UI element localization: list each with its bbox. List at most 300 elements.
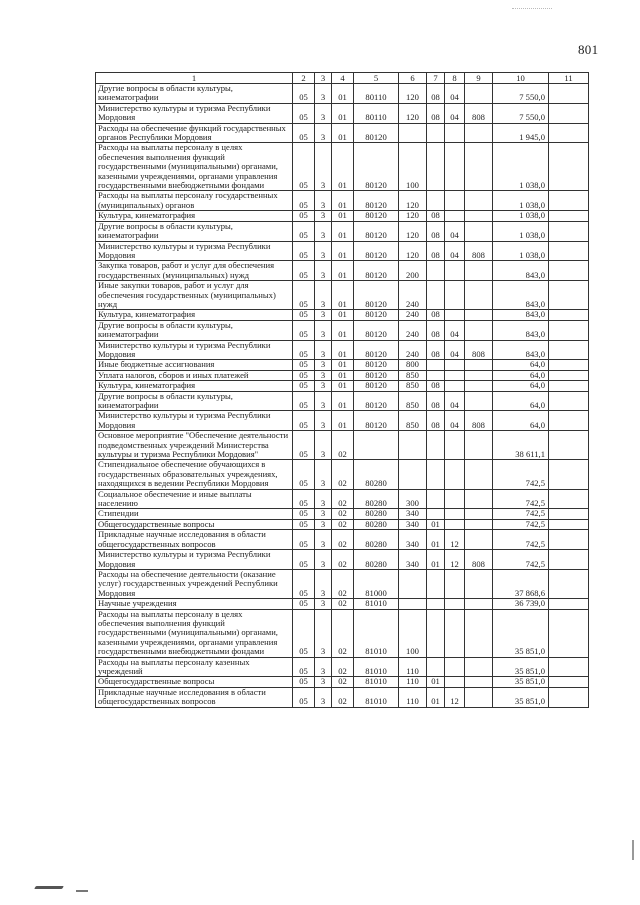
cell-code-3: 3 [315, 310, 332, 320]
cell-code-4: 02 [332, 530, 354, 550]
cell-code-3: 3 [315, 609, 332, 657]
table-row [96, 657, 589, 677]
cell-amount: 742,5 [493, 550, 549, 570]
cell-code-4: 01 [332, 411, 354, 431]
cell-column-11 [549, 550, 589, 570]
cell-code-7: 08 [427, 320, 445, 340]
scan-artifact-right [632, 840, 634, 860]
cell-code-4: 01 [332, 381, 354, 391]
cell-code-6: 120 [399, 241, 427, 261]
cell-code-7 [427, 569, 445, 598]
cell-description: Министерство культуры и туризма Республики Мордовия [96, 550, 293, 570]
cell-description: Культура, кинематография [96, 381, 293, 391]
cell-code-9 [465, 123, 493, 143]
cell-code-5: 80120 [354, 191, 399, 211]
cell-code-3: 3 [315, 530, 332, 550]
cell-code-2: 05 [293, 431, 315, 460]
cell-code-8 [445, 310, 465, 320]
table-row [96, 143, 589, 191]
cell-amount: 742,5 [493, 489, 549, 509]
cell-code-2: 05 [293, 530, 315, 550]
cell-code-4: 01 [332, 143, 354, 191]
cell-code-2: 05 [293, 310, 315, 320]
cell-code-3: 3 [315, 340, 332, 360]
cell-code-3: 3 [315, 221, 332, 241]
cell-code-9 [465, 370, 493, 380]
table-row [96, 460, 589, 489]
cell-code-9 [465, 381, 493, 391]
table-row [96, 569, 589, 598]
cell-amount: 35 851,0 [493, 687, 549, 707]
cell-code-6: 850 [399, 411, 427, 431]
cell-column-11 [549, 241, 589, 261]
cell-code-2: 05 [293, 211, 315, 221]
column-header-7: 7 [427, 73, 445, 84]
cell-code-7 [427, 489, 445, 509]
cell-code-9 [465, 310, 493, 320]
cell-column-11 [549, 281, 589, 310]
cell-column-11 [549, 460, 589, 489]
cell-code-9 [465, 609, 493, 657]
cell-code-7 [427, 509, 445, 519]
cell-code-4: 02 [332, 599, 354, 609]
cell-description: Министерство культуры и туризма Республики Мордовия [96, 340, 293, 360]
cell-code-6 [399, 460, 427, 489]
cell-code-7 [427, 609, 445, 657]
cell-code-4: 02 [332, 687, 354, 707]
table-row [96, 84, 589, 104]
cell-code-5: 80120 [354, 123, 399, 143]
cell-code-6 [399, 431, 427, 460]
cell-column-11 [549, 599, 589, 609]
cell-description: Социальное обеспечение и иные выплаты населению [96, 489, 293, 509]
scan-artifact-top [512, 8, 552, 10]
cell-description: Стипендиальное обеспечение обучающихся в государственных образовательных учреждениях, находящихся в ведении Республики Мордовия [96, 460, 293, 489]
table-row [96, 609, 589, 657]
cell-column-11 [549, 489, 589, 509]
cell-column-11 [549, 143, 589, 191]
cell-code-8 [445, 489, 465, 509]
cell-description: Иные закупки товаров, работ и услуг для обеспечения государственных (муниципальных) нужд [96, 281, 293, 310]
cell-code-9 [465, 530, 493, 550]
cell-code-6: 110 [399, 677, 427, 687]
column-header-1: 1 [96, 73, 293, 84]
table-row [96, 677, 589, 687]
cell-description: Расходы на выплаты персоналу государственных (муниципальных) органов [96, 191, 293, 211]
cell-code-5: 81000 [354, 569, 399, 598]
table-row [96, 103, 589, 123]
cell-code-8: 12 [445, 530, 465, 550]
cell-code-2: 05 [293, 281, 315, 310]
cell-description: Культура, кинематография [96, 310, 293, 320]
column-header-4: 4 [332, 73, 354, 84]
cell-amount: 843,0 [493, 261, 549, 281]
cell-amount: 64,0 [493, 370, 549, 380]
cell-code-2: 05 [293, 261, 315, 281]
cell-code-6: 240 [399, 281, 427, 310]
cell-code-3: 3 [315, 411, 332, 431]
cell-code-2: 05 [293, 123, 315, 143]
cell-code-3: 3 [315, 211, 332, 221]
cell-code-7: 08 [427, 391, 445, 411]
cell-code-5: 81010 [354, 687, 399, 707]
cell-code-6: 300 [399, 489, 427, 509]
cell-amount: 64,0 [493, 411, 549, 431]
cell-code-4: 02 [332, 657, 354, 677]
cell-code-7: 08 [427, 340, 445, 360]
cell-code-9 [465, 143, 493, 191]
cell-code-8 [445, 657, 465, 677]
cell-column-11 [549, 569, 589, 598]
cell-code-3: 3 [315, 431, 332, 460]
cell-code-2: 05 [293, 320, 315, 340]
cell-code-4: 02 [332, 677, 354, 687]
cell-amount: 64,0 [493, 391, 549, 411]
cell-code-7 [427, 281, 445, 310]
cell-code-9: 808 [465, 241, 493, 261]
table-row [96, 360, 589, 370]
table-row [96, 241, 589, 261]
cell-code-8 [445, 599, 465, 609]
cell-code-9 [465, 489, 493, 509]
cell-code-6: 340 [399, 530, 427, 550]
cell-code-5 [354, 431, 399, 460]
cell-code-2: 05 [293, 489, 315, 509]
cell-code-6: 110 [399, 657, 427, 677]
cell-code-4: 01 [332, 310, 354, 320]
scan-artifact-bottom [34, 886, 64, 889]
cell-code-2: 05 [293, 84, 315, 104]
cell-code-4: 01 [332, 370, 354, 380]
cell-code-2: 05 [293, 687, 315, 707]
cell-code-8 [445, 261, 465, 281]
cell-code-2: 05 [293, 370, 315, 380]
cell-code-8 [445, 431, 465, 460]
column-header-9: 9 [465, 73, 493, 84]
cell-code-8: 04 [445, 221, 465, 241]
column-header-8: 8 [445, 73, 465, 84]
cell-description: Стипендии [96, 509, 293, 519]
cell-code-8 [445, 191, 465, 211]
cell-amount: 1 038,0 [493, 221, 549, 241]
cell-code-7 [427, 599, 445, 609]
cell-code-2: 05 [293, 241, 315, 261]
cell-code-3: 3 [315, 489, 332, 509]
cell-column-11 [549, 509, 589, 519]
table-row [96, 530, 589, 550]
cell-code-8 [445, 123, 465, 143]
cell-amount: 35 851,0 [493, 677, 549, 687]
cell-description: Другие вопросы в области культуры, кинематографии [96, 391, 293, 411]
cell-code-4: 01 [332, 391, 354, 411]
column-header-2: 2 [293, 73, 315, 84]
cell-code-3: 3 [315, 143, 332, 191]
table-row [96, 281, 589, 310]
cell-code-2: 05 [293, 569, 315, 598]
cell-code-3: 3 [315, 599, 332, 609]
cell-column-11 [549, 370, 589, 380]
cell-description: Расходы на выплаты персоналу в целях обеспечения выполнения функций государственными (муниципальными) органами, казенными учреждениями, органами управления государственными внебюджетными фондами [96, 143, 293, 191]
cell-amount: 843,0 [493, 340, 549, 360]
cell-code-3: 3 [315, 261, 332, 281]
table-row [96, 211, 589, 221]
cell-code-3: 3 [315, 370, 332, 380]
cell-code-8 [445, 677, 465, 687]
cell-column-11 [549, 261, 589, 281]
cell-code-7 [427, 143, 445, 191]
cell-code-7 [427, 460, 445, 489]
cell-code-9: 808 [465, 103, 493, 123]
cell-code-9 [465, 191, 493, 211]
table-row [96, 123, 589, 143]
cell-column-11 [549, 609, 589, 657]
cell-code-7: 08 [427, 241, 445, 261]
cell-code-3: 3 [315, 191, 332, 211]
cell-code-6: 340 [399, 509, 427, 519]
cell-description: Иные бюджетные ассигнования [96, 360, 293, 370]
cell-code-9: 808 [465, 550, 493, 570]
cell-code-3: 3 [315, 381, 332, 391]
cell-code-5: 81010 [354, 599, 399, 609]
page-number: 801 [578, 42, 599, 57]
cell-code-5: 80280 [354, 489, 399, 509]
cell-description: Закупка товаров, работ и услуг для обеспечения государственных (муниципальных) нужд [96, 261, 293, 281]
cell-amount: 36 739,0 [493, 599, 549, 609]
cell-description: Прикладные научные исследования в области общегосударственных вопросов [96, 687, 293, 707]
cell-description: Расходы на обеспечение функций государственных органов Республики Мордовия [96, 123, 293, 143]
cell-column-11 [549, 191, 589, 211]
cell-amount: 1 038,0 [493, 211, 549, 221]
cell-column-11 [549, 310, 589, 320]
cell-code-4: 02 [332, 550, 354, 570]
table-row [96, 599, 589, 609]
cell-code-3: 3 [315, 460, 332, 489]
cell-code-5: 80120 [354, 241, 399, 261]
cell-code-4: 01 [332, 84, 354, 104]
cell-code-6: 850 [399, 381, 427, 391]
cell-code-7 [427, 191, 445, 211]
cell-code-2: 05 [293, 460, 315, 489]
cell-code-4: 02 [332, 489, 354, 509]
cell-description: Министерство культуры и туризма Республики Мордовия [96, 411, 293, 431]
cell-code-9 [465, 261, 493, 281]
cell-code-4: 01 [332, 191, 354, 211]
cell-column-11 [549, 221, 589, 241]
cell-code-7: 08 [427, 310, 445, 320]
cell-code-3: 3 [315, 391, 332, 411]
cell-code-5: 80120 [354, 143, 399, 191]
cell-description: Уплата налогов, сборов и иных платежей [96, 370, 293, 380]
cell-code-7 [427, 431, 445, 460]
table-row [96, 310, 589, 320]
cell-code-8: 04 [445, 84, 465, 104]
cell-description: Общегосударственные вопросы [96, 519, 293, 529]
cell-code-9 [465, 84, 493, 104]
cell-description: Расходы на выплаты персоналу казенных учреждений [96, 657, 293, 677]
cell-description: Расходы на обеспечение деятельности (оказание услуг) государственных учреждений Республики Мордовия [96, 569, 293, 598]
cell-code-6: 100 [399, 609, 427, 657]
cell-code-6: 240 [399, 320, 427, 340]
cell-code-7 [427, 123, 445, 143]
cell-code-5: 80110 [354, 84, 399, 104]
cell-description: Другие вопросы в области культуры, кинематографии [96, 320, 293, 340]
table-row [96, 221, 589, 241]
cell-code-3: 3 [315, 123, 332, 143]
cell-code-6 [399, 569, 427, 598]
cell-code-5: 80120 [354, 221, 399, 241]
cell-code-9 [465, 687, 493, 707]
cell-code-6: 120 [399, 221, 427, 241]
cell-code-2: 05 [293, 550, 315, 570]
cell-code-8 [445, 381, 465, 391]
cell-code-8 [445, 569, 465, 598]
cell-code-7: 01 [427, 550, 445, 570]
table-body [96, 84, 589, 708]
cell-description: Другие вопросы в области культуры, кинематографии [96, 221, 293, 241]
cell-code-6: 240 [399, 310, 427, 320]
cell-amount: 742,5 [493, 460, 549, 489]
cell-code-7 [427, 261, 445, 281]
cell-amount: 742,5 [493, 519, 549, 529]
cell-column-11 [549, 687, 589, 707]
cell-code-6: 240 [399, 340, 427, 360]
cell-code-3: 3 [315, 281, 332, 310]
cell-code-2: 05 [293, 599, 315, 609]
cell-code-7 [427, 657, 445, 677]
cell-code-5: 81010 [354, 677, 399, 687]
cell-code-4: 01 [332, 281, 354, 310]
cell-code-9 [465, 677, 493, 687]
cell-code-6: 340 [399, 550, 427, 570]
cell-code-5: 80110 [354, 103, 399, 123]
cell-code-5: 81010 [354, 609, 399, 657]
cell-column-11 [549, 519, 589, 529]
cell-code-7: 01 [427, 530, 445, 550]
cell-code-8 [445, 281, 465, 310]
cell-code-6: 120 [399, 84, 427, 104]
cell-code-2: 05 [293, 411, 315, 431]
cell-amount: 35 851,0 [493, 657, 549, 677]
cell-code-7: 08 [427, 411, 445, 431]
table-row [96, 687, 589, 707]
cell-code-8: 04 [445, 391, 465, 411]
cell-code-5: 80120 [354, 261, 399, 281]
cell-code-2: 05 [293, 340, 315, 360]
cell-code-4: 02 [332, 509, 354, 519]
cell-code-2: 05 [293, 657, 315, 677]
cell-code-3: 3 [315, 657, 332, 677]
table-row [96, 550, 589, 570]
cell-code-3: 3 [315, 569, 332, 598]
cell-code-9 [465, 281, 493, 310]
cell-code-6: 200 [399, 261, 427, 281]
cell-code-8: 04 [445, 103, 465, 123]
cell-code-8: 04 [445, 411, 465, 431]
table-row [96, 391, 589, 411]
cell-code-9: 808 [465, 411, 493, 431]
cell-code-6: 120 [399, 191, 427, 211]
cell-description: Основное мероприятие "Обеспечение деятельности подведомственных учреждений Министерства культуры и туризма Республики Мордовия" [96, 431, 293, 460]
cell-column-11 [549, 103, 589, 123]
cell-code-4: 02 [332, 460, 354, 489]
cell-code-5: 80120 [354, 281, 399, 310]
cell-code-4: 02 [332, 609, 354, 657]
cell-code-3: 3 [315, 84, 332, 104]
cell-amount: 843,0 [493, 320, 549, 340]
cell-code-6: 850 [399, 370, 427, 380]
cell-code-5: 80120 [354, 370, 399, 380]
cell-column-11 [549, 381, 589, 391]
cell-code-2: 05 [293, 143, 315, 191]
cell-code-8: 04 [445, 340, 465, 360]
cell-code-9 [465, 221, 493, 241]
cell-amount: 7 550,0 [493, 84, 549, 104]
table-row [96, 191, 589, 211]
cell-code-3: 3 [315, 360, 332, 370]
cell-code-5: 80120 [354, 211, 399, 221]
cell-column-11 [549, 320, 589, 340]
cell-column-11 [549, 431, 589, 460]
cell-amount: 843,0 [493, 310, 549, 320]
cell-column-11 [549, 84, 589, 104]
cell-code-2: 05 [293, 609, 315, 657]
cell-code-4: 01 [332, 360, 354, 370]
cell-code-5: 80280 [354, 509, 399, 519]
cell-code-3: 3 [315, 241, 332, 261]
cell-code-8 [445, 360, 465, 370]
table-row [96, 320, 589, 340]
cell-code-2: 05 [293, 191, 315, 211]
budget-table [95, 72, 589, 708]
cell-code-3: 3 [315, 519, 332, 529]
cell-amount: 1 038,0 [493, 241, 549, 261]
cell-code-5: 81010 [354, 657, 399, 677]
cell-amount: 7 550,0 [493, 103, 549, 123]
cell-code-6: 340 [399, 519, 427, 529]
cell-code-9 [465, 391, 493, 411]
cell-code-2: 05 [293, 221, 315, 241]
cell-code-7: 01 [427, 519, 445, 529]
cell-code-6: 100 [399, 143, 427, 191]
cell-code-7: 08 [427, 381, 445, 391]
cell-amount: 1 038,0 [493, 143, 549, 191]
cell-code-7: 01 [427, 677, 445, 687]
cell-code-4: 01 [332, 340, 354, 360]
cell-code-8 [445, 609, 465, 657]
cell-amount: 843,0 [493, 281, 549, 310]
cell-column-11 [549, 360, 589, 370]
cell-code-2: 05 [293, 519, 315, 529]
cell-column-11 [549, 391, 589, 411]
table-row [96, 340, 589, 360]
cell-code-2: 05 [293, 103, 315, 123]
cell-code-5: 80120 [354, 391, 399, 411]
cell-code-4: 01 [332, 211, 354, 221]
cell-code-4: 01 [332, 221, 354, 241]
cell-code-9 [465, 569, 493, 598]
cell-code-6 [399, 599, 427, 609]
cell-description: Расходы на выплаты персоналу в целях обеспечения выполнения функций государственными (муниципальными) органами, казенными учреждениями, органами управления государственными внебюджетными фондами [96, 609, 293, 657]
cell-column-11 [549, 677, 589, 687]
cell-code-7: 08 [427, 103, 445, 123]
cell-code-7: 08 [427, 84, 445, 104]
budget-table-container [95, 72, 588, 708]
cell-code-9 [465, 509, 493, 519]
cell-code-5: 80280 [354, 530, 399, 550]
cell-code-3: 3 [315, 550, 332, 570]
cell-code-4: 01 [332, 241, 354, 261]
cell-code-5: 80120 [354, 320, 399, 340]
